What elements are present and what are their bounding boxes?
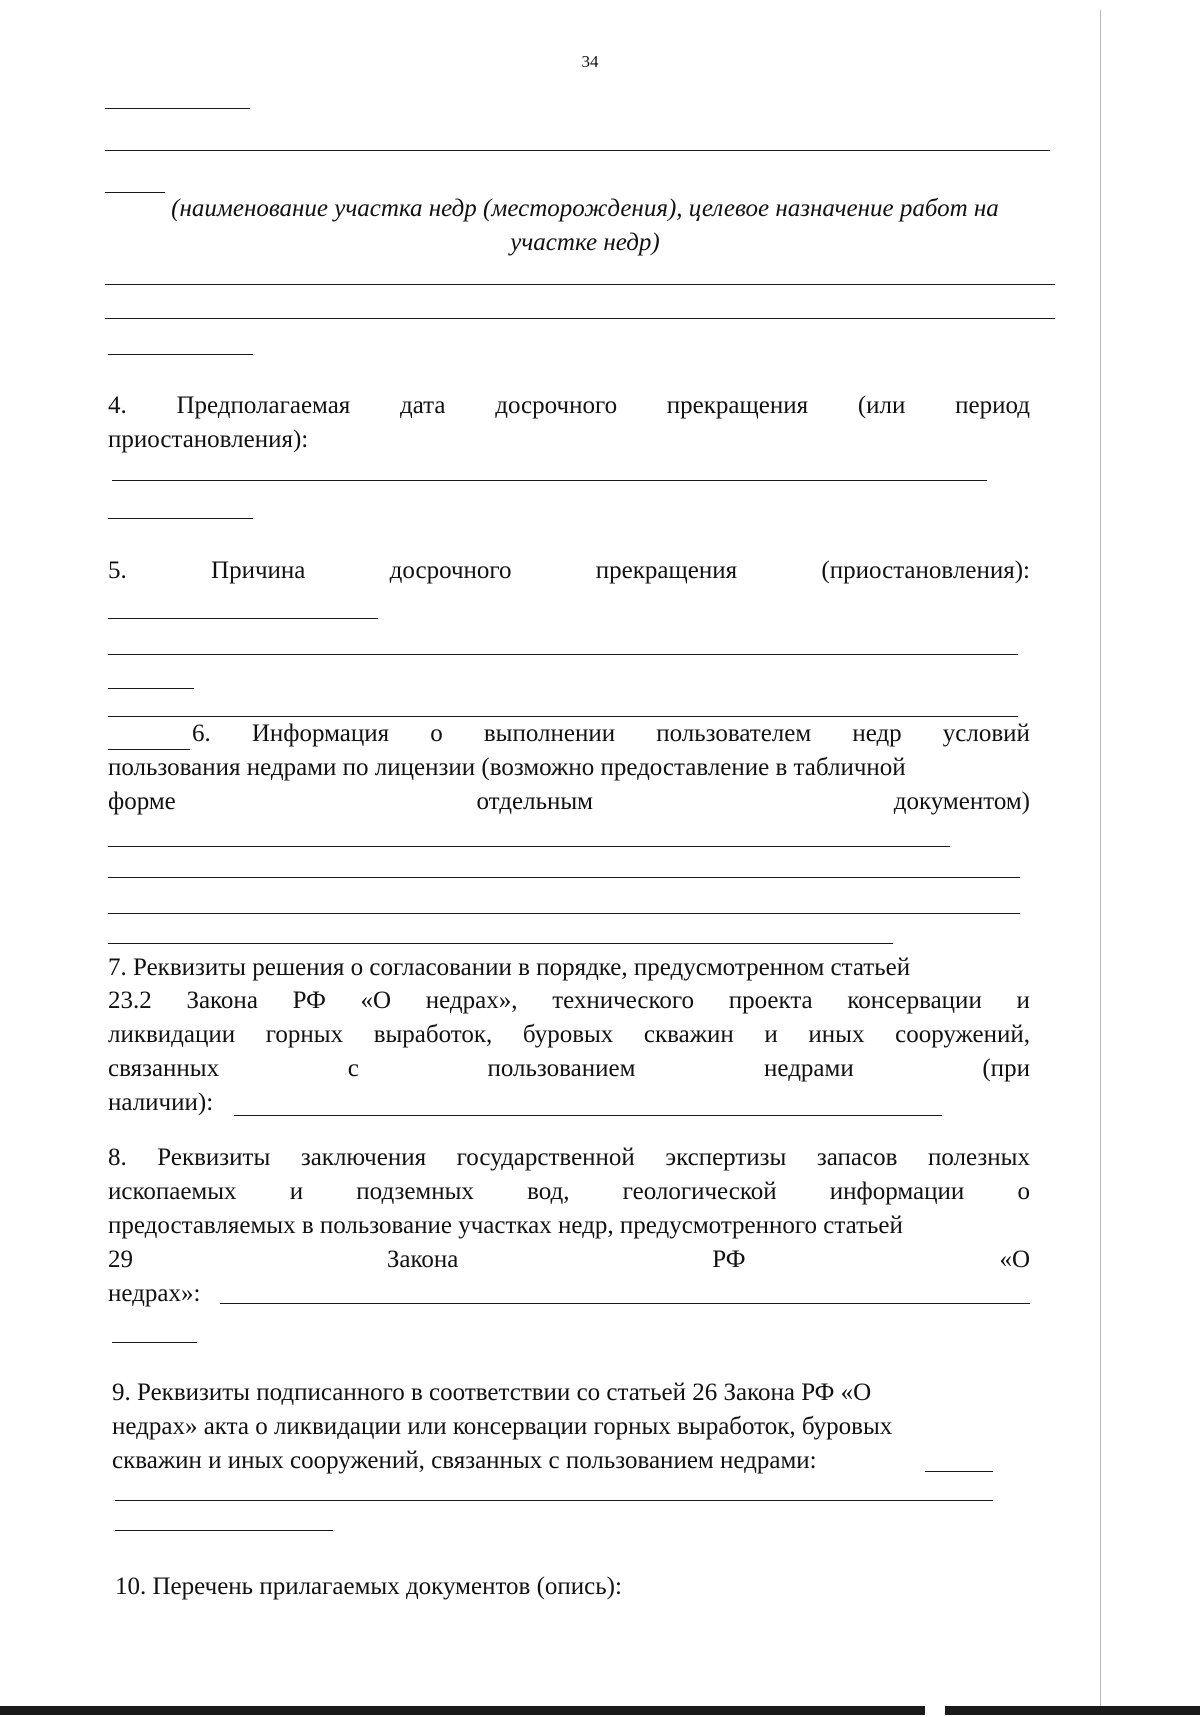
item-7-word: «О — [360, 987, 392, 1014]
item-8-word: Закона — [386, 1246, 459, 1273]
item-8-word: подземных — [356, 1178, 474, 1205]
item-7-word: РФ — [292, 987, 326, 1014]
item-7-word: (при — [982, 1055, 1030, 1082]
item-6-word: документом) — [893, 788, 1030, 815]
item-5-word: 5. — [108, 557, 127, 584]
item-7-word: пользованием — [487, 1055, 636, 1082]
item-7-word: недрами — [764, 1055, 854, 1082]
item-8-word: 29 — [108, 1246, 133, 1273]
item-4-word: период — [955, 392, 1030, 419]
answer-blank-line — [220, 1303, 1030, 1304]
blank-line — [105, 284, 1055, 285]
blank-line — [108, 943, 893, 944]
item-8-word: информации — [829, 1178, 965, 1205]
item-4-word: (или — [857, 392, 906, 419]
blank-line — [108, 654, 1018, 655]
item-6-word: отдельным — [476, 788, 593, 815]
item-6-word: 6. — [192, 720, 211, 747]
answer-blank-line — [925, 1471, 993, 1472]
item-7-word: и — [764, 1021, 778, 1048]
item-8-line-3: предоставляемых в пользование участках недр, предусмотренного статьей — [108, 1212, 903, 1239]
answer-blank-line — [234, 1115, 942, 1116]
page-number: 34 — [581, 52, 599, 71]
item-8-word: государственной — [456, 1144, 635, 1171]
item-7-line-5: наличии): — [108, 1089, 214, 1116]
item-6-word: недр — [852, 720, 902, 747]
blank-line — [112, 1342, 197, 1343]
item-6-line-1 — [192, 717, 1030, 751]
caption-line-2: участке недр) — [510, 229, 660, 256]
item-8-word: полезных — [927, 1144, 1030, 1171]
blank-line — [108, 688, 194, 689]
item-5-word: Причина — [211, 557, 306, 584]
blank-line — [108, 913, 1020, 914]
page-edge-shadow — [1100, 10, 1101, 1710]
item-6-word: пользователем — [656, 720, 812, 747]
item-4-word: досрочного — [495, 392, 618, 419]
blank-line — [108, 618, 378, 619]
item-8-word: Реквизиты — [157, 1144, 271, 1171]
item-7-line-2 — [108, 984, 1030, 1018]
caption-line-1: (наименование участка недр (месторождения), целевое назначение работ на — [171, 195, 999, 222]
item-8-word: экспертизы — [665, 1144, 787, 1171]
blank-line — [115, 1500, 993, 1501]
item-7-line-3 — [108, 1018, 1030, 1052]
item-8-word: о — [1017, 1178, 1030, 1205]
item-8-word: вод, — [527, 1178, 570, 1205]
item-6-word: форме — [108, 788, 176, 815]
blank-line — [105, 150, 1050, 151]
item-6-word: о — [430, 720, 443, 747]
item-6-line-3 — [108, 785, 1030, 819]
item-7-word: горных — [265, 1021, 344, 1048]
item-7-word: 23.2 — [108, 987, 152, 1014]
item-8-word: геологической — [622, 1178, 777, 1205]
item-9-line-3: скважин и иных сооружений, связанных с пользованием недрами: — [112, 1447, 817, 1474]
item-8-word: и — [289, 1178, 304, 1205]
item-7-word: выработок, — [373, 1021, 493, 1048]
item-7-word: консервации — [847, 987, 982, 1014]
item-5-line-1 — [108, 554, 1030, 588]
field-caption — [105, 192, 1065, 260]
item-7-line-4 — [108, 1052, 1030, 1086]
bottom-scan-bar — [945, 1706, 1200, 1715]
item-7-word: иных — [808, 1021, 865, 1048]
item-7-word: недрах», — [425, 987, 518, 1014]
blank-line — [112, 480, 987, 481]
blank-line — [105, 108, 250, 109]
blank-line — [115, 1530, 333, 1531]
item-7-word: технического — [552, 987, 695, 1014]
blank-line — [108, 846, 950, 847]
item-5-word: (приостановления): — [821, 557, 1030, 584]
blank-line — [105, 318, 1055, 319]
item-4-word: 4. — [108, 392, 127, 419]
item-6-line-2: пользования недрами по лицензии (возможно предоставление в табличной — [108, 754, 906, 781]
item-9-line-1: 9. Реквизиты подписанного в соответствии со статьей 26 Закона РФ «О — [112, 1379, 872, 1406]
item-4-word: прекращения — [666, 392, 809, 419]
item-8-line-5: недрах»: — [108, 1280, 201, 1307]
blank-line — [108, 518, 253, 519]
item-7-word: связанных — [108, 1055, 220, 1082]
item-8-line-1 — [108, 1141, 1030, 1175]
item-7-word: ликвидации — [108, 1021, 236, 1048]
item-7-word: проекта — [728, 987, 813, 1014]
item-6-word: условий — [942, 720, 1030, 747]
blank-line — [108, 354, 253, 355]
blank-line — [108, 877, 1020, 878]
item-7-word: с — [347, 1055, 359, 1082]
indent-blank-line — [108, 749, 190, 750]
item-7-word: и — [1016, 987, 1030, 1014]
item-8-line-2 — [108, 1175, 1030, 1209]
item-5-word: досрочного — [389, 557, 512, 584]
item-7-word: буровых — [522, 1021, 614, 1048]
item-7-word: Закона — [186, 987, 258, 1014]
item-4-word: Предполагаемая — [176, 392, 351, 419]
item-8-word: запасов — [816, 1144, 898, 1171]
item-7-word: скважин — [643, 1021, 734, 1048]
item-8-word: 8. — [108, 1144, 127, 1171]
item-4-line-2: приостановления): — [108, 426, 309, 453]
item-7-word: сооружений, — [895, 1021, 1030, 1048]
item-8-word: «О — [999, 1246, 1030, 1273]
bottom-scan-bar — [0, 1706, 925, 1715]
item-9-line-2: недрах» акта о ликвидации или консервации горных выработок, буровых — [112, 1413, 893, 1440]
item-4-word: дата — [400, 392, 446, 419]
item-7-line-1: 7. Реквизиты решения о согласовании в порядке, предусмотренном статьей — [108, 954, 911, 981]
item-6-word: выполнении — [483, 720, 616, 747]
item-6-word: Информация — [251, 720, 390, 747]
item-10-line-1: 10. Перечень прилагаемых документов (опись): — [115, 1573, 622, 1600]
item-8-line-4 — [108, 1243, 1030, 1277]
item-8-word: РФ — [712, 1246, 746, 1273]
item-8-word: заключения — [300, 1144, 427, 1171]
item-5-word: прекращения — [595, 557, 738, 584]
item-8-word: ископаемых — [108, 1178, 237, 1205]
item-4-line-1 — [108, 389, 1030, 423]
